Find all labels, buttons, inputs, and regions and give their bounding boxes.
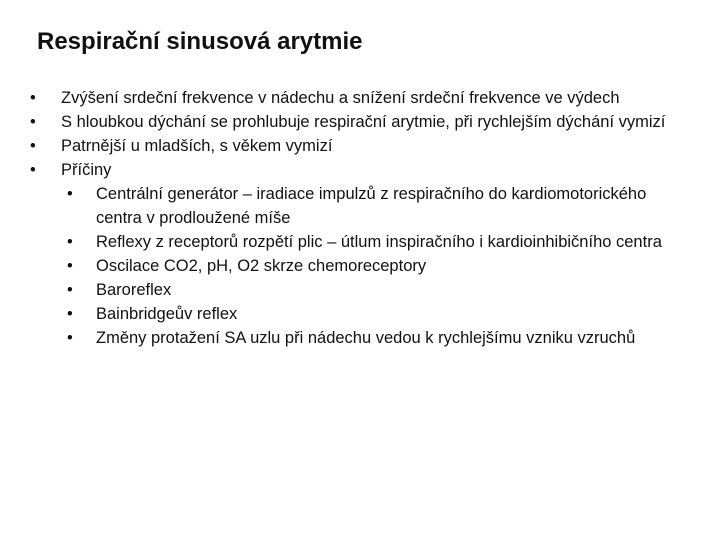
sub-bullet-group bbox=[30, 182, 680, 350]
bullet-icon: • bbox=[30, 113, 36, 131]
sub-bullet-item bbox=[30, 230, 680, 254]
bullet-text: S hloubkou dýchání se prohlubuje respirační arytmie, při rychlejším dýchání vymizí bbox=[61, 113, 666, 131]
bullet-item bbox=[30, 86, 680, 110]
bullet-icon: • bbox=[67, 329, 73, 347]
bullet-icon: • bbox=[67, 257, 73, 275]
sub-bullet-item bbox=[30, 326, 680, 350]
bullet-icon: • bbox=[67, 281, 73, 299]
bullet-list bbox=[30, 86, 680, 350]
bullet-icon: • bbox=[67, 305, 73, 323]
sub-bullet-item bbox=[30, 302, 680, 326]
sub-bullet-item bbox=[30, 278, 680, 302]
sub-bullet-list bbox=[30, 182, 680, 350]
bullet-item bbox=[30, 158, 680, 182]
bullet-icon: • bbox=[67, 233, 73, 251]
bullet-icon: • bbox=[30, 89, 36, 107]
bullet-item bbox=[30, 110, 680, 134]
sub-bullet-text: Baroreflex bbox=[96, 281, 172, 299]
bullet-text: Zvýšení srdeční frekvence v nádechu a snížení srdeční frekvence ve výdech bbox=[61, 89, 620, 107]
bullet-icon: • bbox=[30, 161, 36, 179]
sub-bullet-text: Oscilace CO2, pH, O2 skrze chemoreceptory bbox=[96, 257, 427, 275]
sub-bullet-text: Centrální generátor – iradiace impulzů z respiračního do kardiomotorického centra v prodloužené míše bbox=[96, 185, 647, 227]
bullet-text: Příčiny bbox=[61, 161, 112, 179]
sub-bullet-text: Změny protažení SA uzlu při nádechu vedou k rychlejšímu vzniku vzruchů bbox=[96, 329, 636, 347]
bullet-icon: • bbox=[67, 185, 73, 203]
sub-bullet-item bbox=[30, 254, 680, 278]
bullet-icon: • bbox=[30, 137, 36, 155]
sub-bullet-text: Bainbridgeův reflex bbox=[96, 305, 238, 323]
slide-title: Respirační sinusová arytmie bbox=[37, 28, 363, 55]
bullet-text: Patrnější u mladších, s věkem vymizí bbox=[61, 137, 333, 155]
sub-bullet-text: Reflexy z receptorů rozpětí plic – útlum inspiračního i kardioinhibičního centra bbox=[96, 233, 662, 251]
sub-bullet-item bbox=[30, 182, 680, 230]
bullet-item bbox=[30, 134, 680, 158]
